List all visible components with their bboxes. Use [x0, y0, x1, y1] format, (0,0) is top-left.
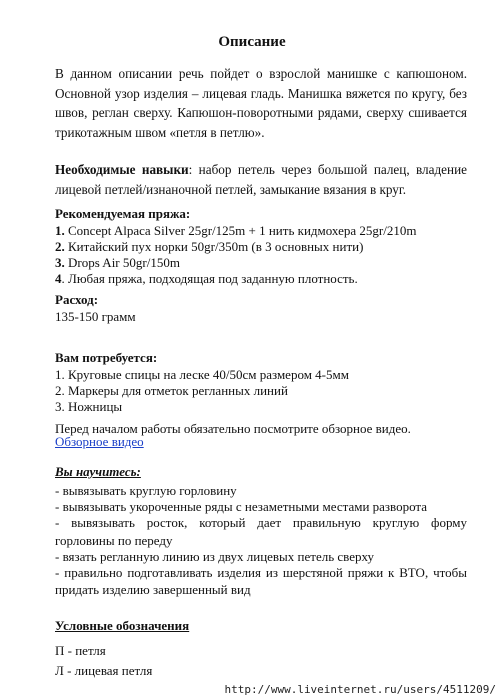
legend-item-1: П - петля	[55, 643, 106, 658]
needs-item-2: 2. Маркеры для отметок регланных линий	[55, 383, 288, 398]
learn-item-4: - вязать регланную линию из двух лицевых петель сверху	[55, 549, 374, 564]
learn-item-3: - вывязывать росток, который дает правильную круглую форму горловины по переду	[55, 515, 467, 548]
yarn-item-3: 3. Drops Air 50gr/150m	[55, 255, 180, 270]
needs-item-3: 3. Ножницы	[55, 399, 123, 414]
skills-paragraph	[55, 160, 467, 199]
needs-heading: Вам потребуется:	[55, 350, 158, 365]
legend-heading: Условные обозначения	[55, 618, 190, 633]
consumption-heading: Расход:	[55, 292, 99, 307]
page-title: Описание	[218, 34, 286, 50]
yarn-item-1: 1. Concept Alpaca Silver 25gr/125m + 1 нить кидмохера 25gr/210m	[55, 223, 417, 238]
skills-text: : набор петель через большой палец, владение лицевой петлей/изнаночной петлей, замыкание вязания в круг.	[55, 162, 467, 197]
intro-paragraph: В данном описании речь пойдет о взрослой манишке с капюшоном. Основной узор изделия – лицевая гладь. Манишка вяжется по кругу, без швов, реглан сверху. Капюшон-поворотными рядами, сверху сшивается трикотажным швом «петля в петлю».	[55, 66, 467, 140]
yarn-item-4: 4. Любая пряжа, подходящая под заданную плотность.	[55, 271, 358, 286]
legend-item-2: Л - лицевая петля	[55, 663, 153, 678]
learn-item-1: - вывязывать круглую горловину	[55, 483, 237, 498]
video-note: Перед началом работы обязательно посмотрите обзорное видео.	[55, 421, 411, 436]
watermark-url: http://www.liveinternet.ru/users/4511209/	[224, 683, 496, 696]
learn-item-2: - вывязывать укороченные ряды с незаметными местами разворота	[55, 499, 428, 514]
learn-heading: Вы научитесь:	[55, 464, 141, 479]
yarn-item-2: 2. Китайский пух норки 50gr/350m (в 3 основных нити)	[55, 239, 364, 254]
overview-video-link[interactable]: Обзорное видео	[55, 434, 144, 449]
consumption-value: 135-150 грамм	[55, 309, 136, 324]
needs-item-1: 1. Круговые спицы на леске 40/50см размером 4-5мм	[55, 367, 349, 382]
yarn-heading: Рекомендуемая пряжа:	[55, 206, 191, 221]
skills-label: Необходимые навыки	[55, 162, 189, 177]
learn-item-5: - правильно подготавливать изделия из шерстяной пряжи к ВТО, чтобы придать изделию завершенный вид	[55, 565, 467, 597]
